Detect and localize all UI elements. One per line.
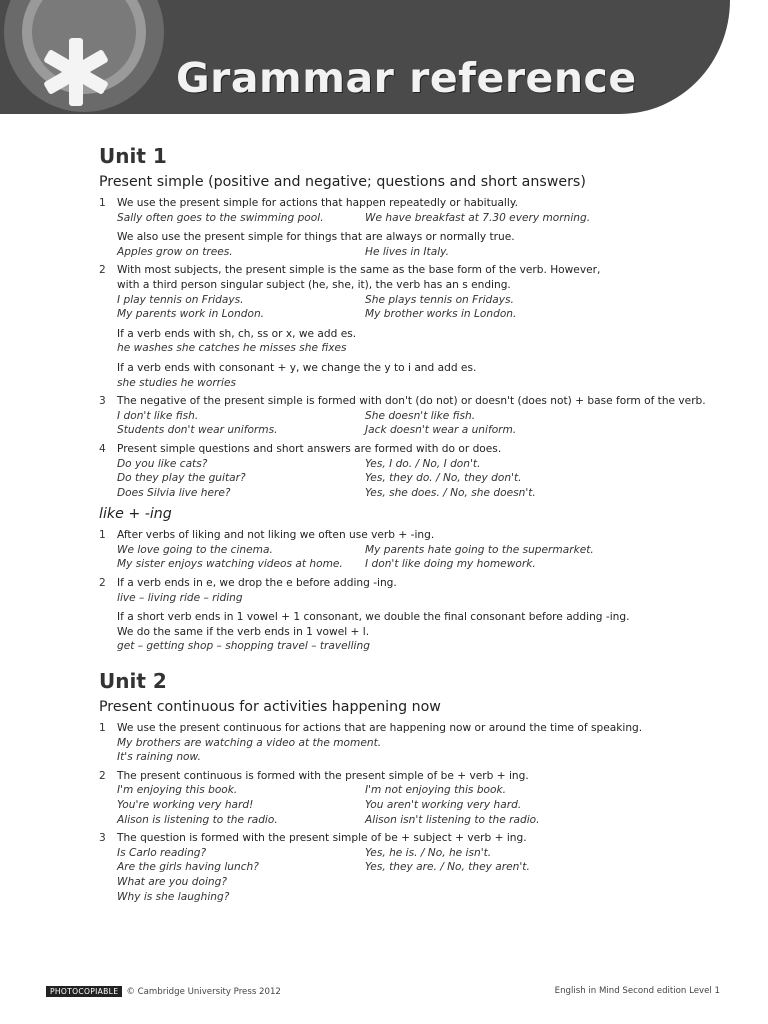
rule-item [99, 442, 719, 500]
grammar-content [99, 143, 719, 908]
rule-text: The negative of the present simple is formed with don't (do not) or doesn't (does not) + base form of the verb. [117, 395, 706, 408]
rule-item [99, 831, 719, 904]
asterisk-icon [2, 0, 166, 114]
example-line: get – getting shop – shopping travel – travelling [117, 640, 370, 653]
example-right [365, 890, 719, 905]
rule-text: With most subjects, the present simple is the same as the base form of the verb. However, [117, 264, 601, 277]
example-left: What are you doing? [117, 875, 227, 888]
rule-number: 2 [99, 264, 106, 277]
example-row [117, 211, 719, 226]
rule-number: 4 [99, 442, 106, 455]
rule-item [99, 576, 719, 654]
section-heading: like + -ing [99, 506, 172, 523]
example-right: She plays tennis on Fridays. [365, 293, 514, 306]
rule-item [99, 263, 719, 390]
example-right: Yes, he is. / No, he isn't. [365, 846, 492, 859]
section-heading: Present simple (positive and negative; questions and short answers) [99, 174, 586, 190]
example-row [117, 471, 719, 486]
example-left: Are the girls having lunch? [117, 861, 259, 874]
example-row [117, 783, 719, 798]
rule-body [117, 769, 719, 827]
rule-item [99, 769, 719, 827]
rule-text: We also use the present simple for things that are always or normally true. [117, 231, 515, 244]
rule-number: 1 [99, 197, 106, 209]
example-row [117, 875, 719, 890]
rule-body [117, 442, 719, 500]
unit-title: Unit 2 [99, 669, 167, 694]
rule-text: with a third person singular subject (he, she, it), the verb has an s ending. [117, 278, 511, 291]
rule-number: 1 [99, 722, 106, 735]
example-line: My brothers are watching a video at the moment. [117, 736, 382, 749]
example-left: Does Silvia live here? [117, 486, 231, 499]
rule-body [117, 721, 719, 765]
rule-text: If a verb ends with consonant + y, we change the y to i and add es. [117, 361, 477, 374]
rule-text: The question is formed with the present simple of be + subject + verb + ing. [117, 832, 527, 845]
example-right [365, 875, 719, 890]
rule-body [117, 831, 719, 904]
example-row [117, 813, 719, 828]
example-row [117, 846, 719, 861]
page-title: Grammar reference [176, 54, 637, 102]
example-row [117, 860, 719, 875]
example-row [117, 457, 719, 472]
example-left: I'm enjoying this book. [117, 784, 238, 797]
section-heading: Present continuous for activities happening now [99, 699, 441, 716]
example-line: live – living ride – riding [117, 591, 243, 604]
rule-text: If a verb ends in e, we drop the e before adding -ing. [117, 577, 397, 590]
rule-body [117, 196, 719, 259]
book-title: English in Mind Second edition Level 1 [554, 986, 720, 996]
example-left: Do they play the guitar? [117, 472, 246, 485]
example-right: Jack doesn't wear a uniform. [365, 424, 517, 437]
rule-body [117, 394, 719, 438]
rule-text: We do the same if the verb ends in 1 vowel + l. [117, 625, 370, 638]
rule-number: 1 [99, 529, 106, 542]
example-row [117, 409, 719, 424]
rule-text: If a verb ends with sh, ch, ss or x, we add es. [117, 327, 357, 340]
example-line: he washes she catches he misses she fixes [117, 342, 347, 355]
rule-body [117, 263, 719, 390]
rule-text: We use the present simple for actions that happen repeatedly or habitually. [117, 197, 518, 209]
rule-item [99, 394, 719, 438]
example-line: It's raining now. [117, 751, 201, 764]
example-left: Apples grow on trees. [117, 245, 233, 258]
example-right: Yes, I do. / No, I don't. [365, 457, 481, 470]
rule-text: If a short verb ends in 1 vowel + 1 consonant, we double the final consonant before adding -ing. [117, 611, 630, 624]
example-right: Yes, she does. / No, she doesn't. [365, 486, 536, 499]
rule-body [117, 528, 719, 572]
example-left: Students don't wear uniforms. [117, 424, 278, 437]
example-right: My brother works in London. [365, 308, 517, 321]
example-row [117, 245, 719, 260]
copyright-text: © Cambridge University Press 2012 [126, 987, 281, 997]
example-row [117, 293, 719, 308]
example-right: My parents hate going to the supermarket. [365, 543, 594, 556]
example-left: Do you like cats? [117, 457, 208, 470]
example-left: I play tennis on Fridays. [117, 293, 244, 306]
example-right: Yes, they do. / No, they don't. [365, 472, 522, 485]
example-row [117, 486, 719, 501]
example-row [117, 557, 719, 572]
example-left: Alison is listening to the radio. [117, 813, 278, 826]
photocopiable-badge: PHOTOCOPIABLE [46, 986, 122, 997]
rule-number: 3 [99, 832, 106, 845]
example-right: He lives in Italy. [365, 245, 449, 258]
example-row [117, 307, 719, 322]
example-left: Why is she laughing? [117, 890, 230, 903]
page-footer [46, 986, 720, 1000]
rule-number: 2 [99, 577, 106, 590]
example-row [117, 890, 719, 905]
rule-item [99, 528, 719, 572]
example-row [117, 543, 719, 558]
example-left: Sally often goes to the swimming pool. [117, 211, 324, 224]
example-right: We have breakfast at 7.30 every morning. [365, 211, 591, 224]
example-line: she studies he worries [117, 376, 237, 389]
rule-number: 3 [99, 395, 106, 408]
example-right: You aren't working very hard. [365, 799, 522, 811]
example-row [117, 798, 719, 813]
rule-body [117, 576, 719, 654]
example-left: Is Carlo reading? [117, 846, 207, 859]
rule-item [99, 721, 719, 765]
example-row [117, 423, 719, 438]
example-right: She doesn't like fish. [365, 409, 476, 422]
rule-text: Present simple questions and short answers are formed with do or does. [117, 442, 502, 455]
example-right: I'm not enjoying this book. [365, 784, 507, 797]
example-right: I don't like doing my homework. [365, 558, 536, 571]
rule-text: We use the present continuous for actions that are happening now or around the time of speaking. [117, 722, 643, 735]
rule-text: After verbs of liking and not liking we often use verb + -ing. [117, 529, 435, 542]
example-left: My parents work in London. [117, 308, 265, 321]
header-banner [0, 0, 730, 114]
rule-text: The present continuous is formed with the present simple of be + verb + ing. [117, 769, 529, 782]
example-right: Alison isn't listening to the radio. [365, 813, 540, 826]
example-left: You're working very hard! [117, 799, 254, 811]
example-left: I don't like fish. [117, 409, 199, 422]
example-left: My sister enjoys watching videos at home. [117, 558, 343, 571]
rule-number: 2 [99, 769, 106, 782]
rule-item [99, 196, 719, 259]
example-left: We love going to the cinema. [117, 543, 273, 556]
unit-title: Unit 1 [99, 144, 167, 168]
example-right: Yes, they are. / No, they aren't. [365, 861, 530, 874]
